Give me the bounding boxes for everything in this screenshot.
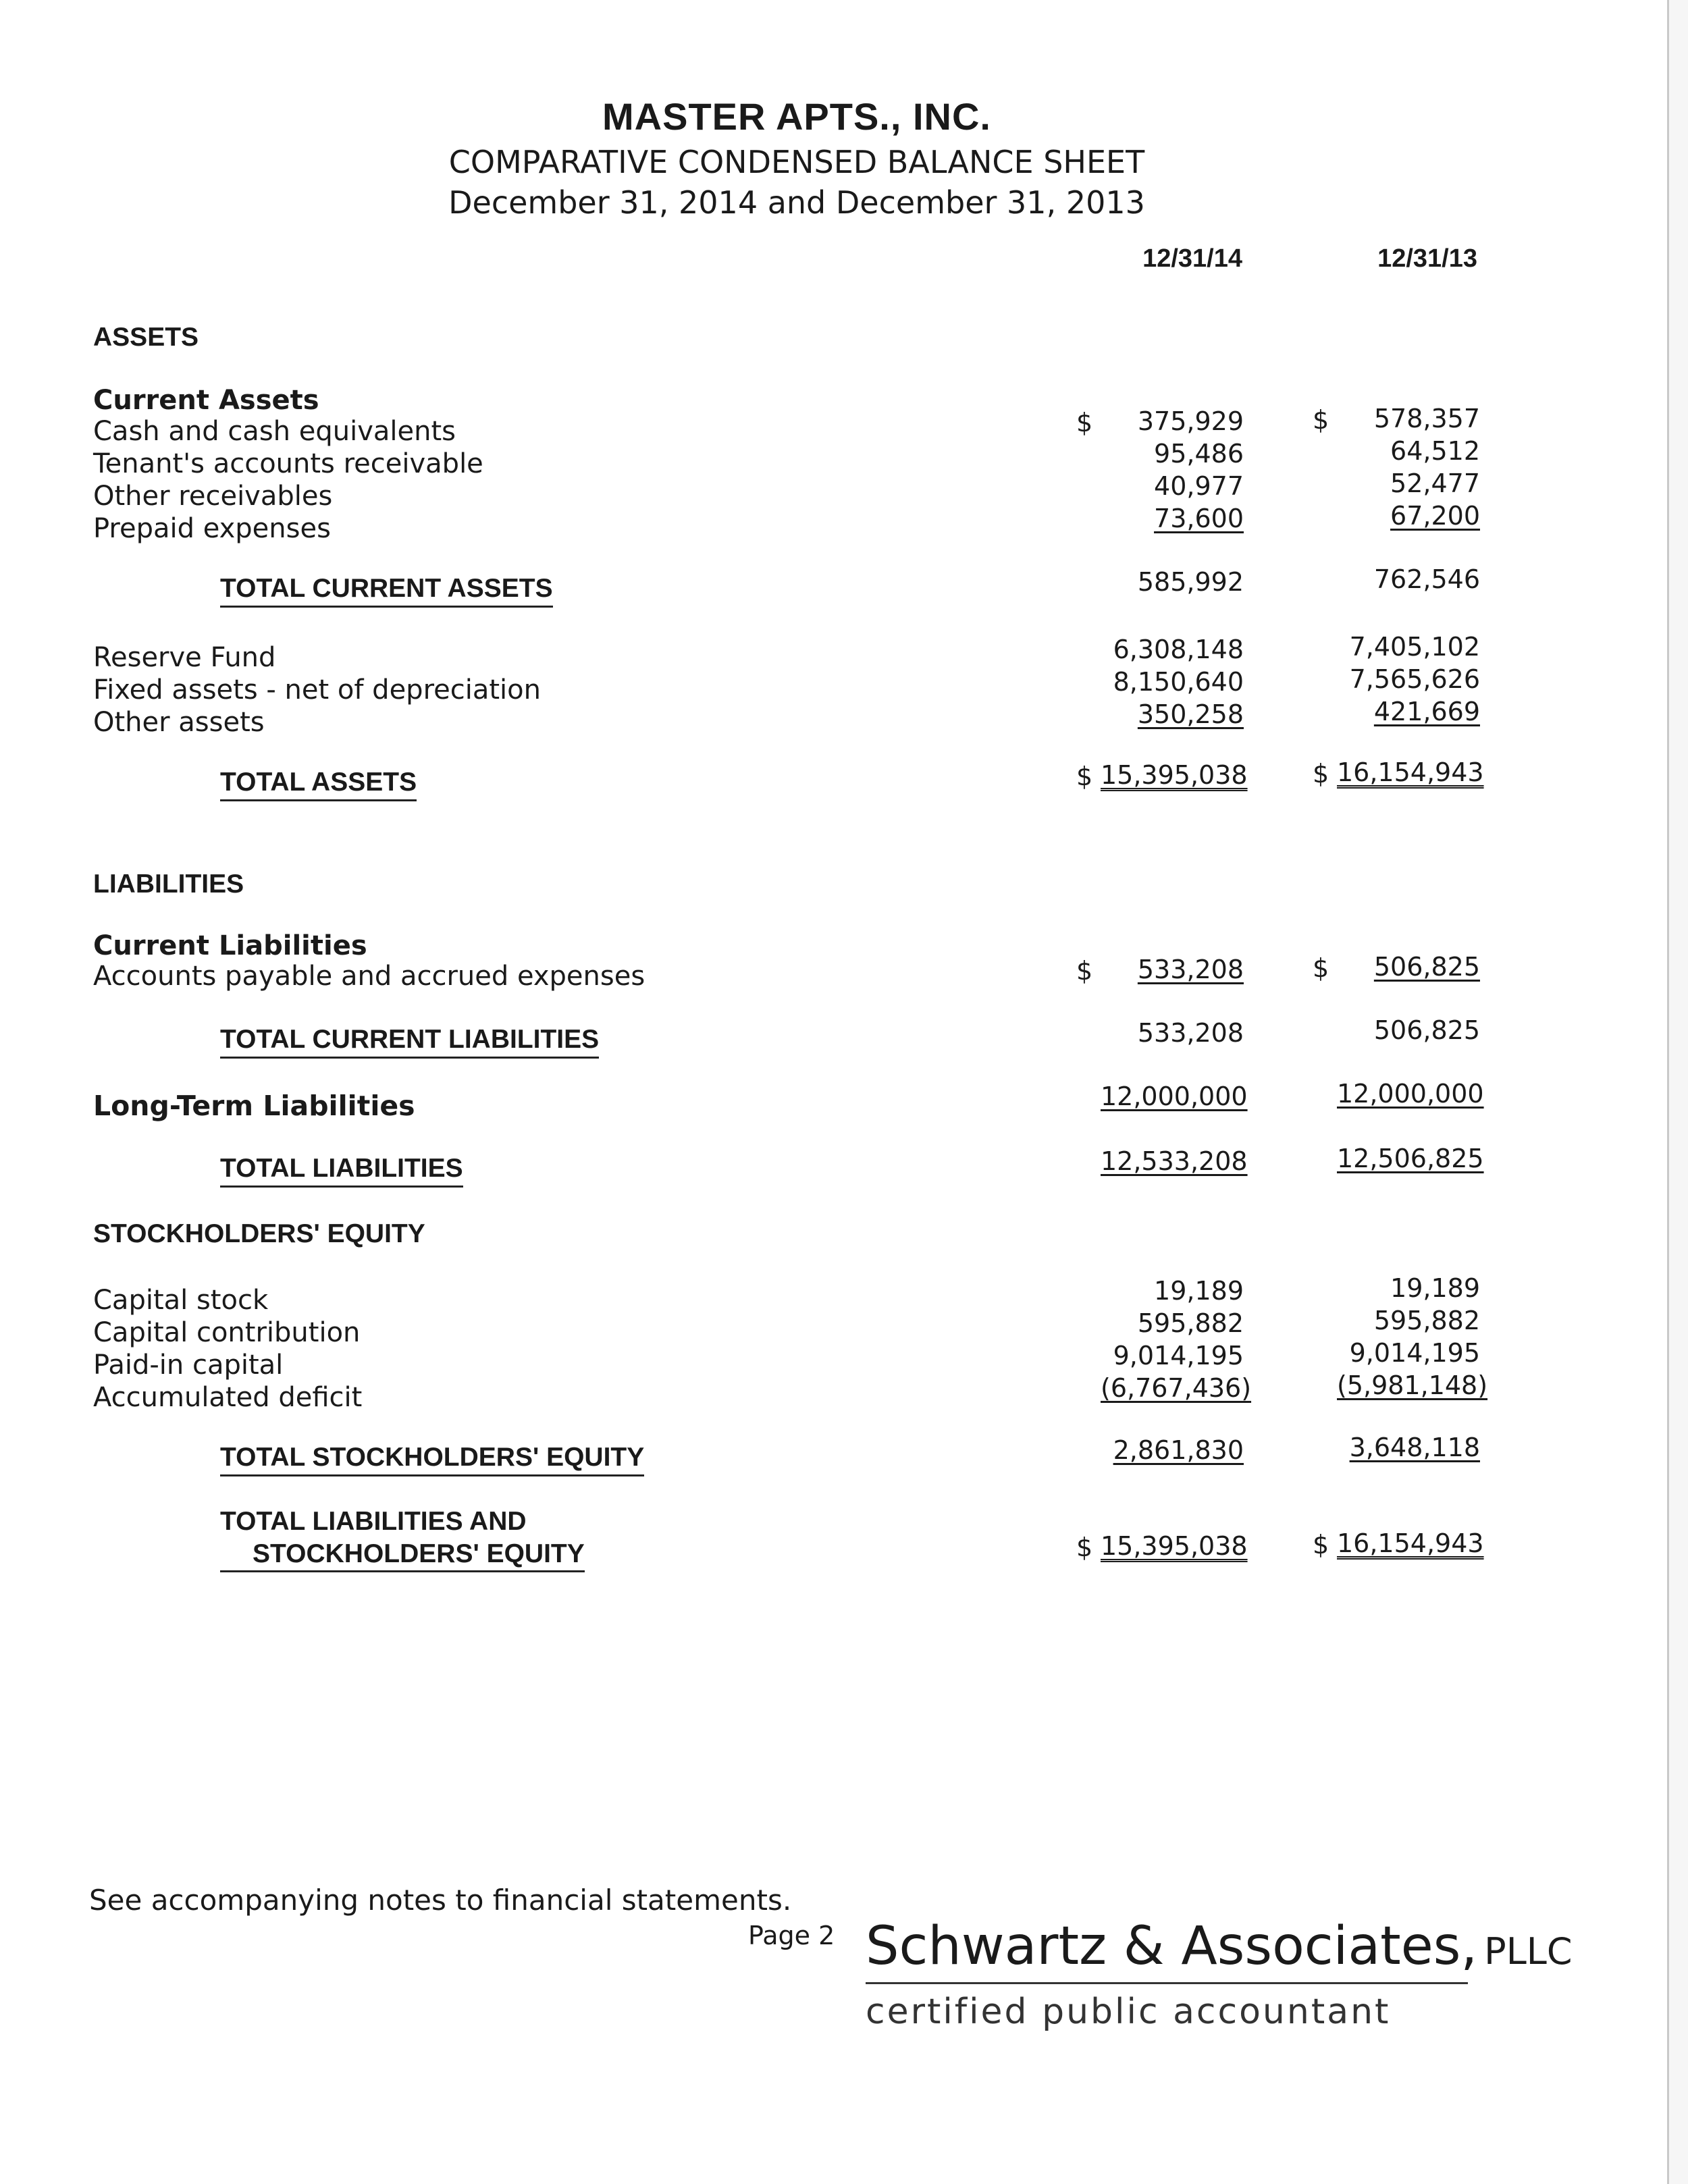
equity-heading: STOCKHOLDERS' EQUITY [93,1219,425,1248]
value-2014: 95,486 [1154,439,1244,469]
long-term-liabilities-2013: 12,000,000 [1337,1079,1484,1109]
currency-symbol: $ [1313,405,1329,435]
total-liabilities-2014: 12,533,208 [1101,1146,1248,1176]
line-item-label: Fixed assets - net of depreciation [93,674,541,705]
line-item-label: Prepaid expenses [93,513,331,544]
assets-heading: ASSETS [93,323,199,352]
value-2014: 19,189 [1154,1276,1244,1306]
line-item-label: Capital contribution [93,1317,361,1348]
currency-symbol: $ [1313,759,1329,789]
currency-symbol: $ [1076,408,1093,437]
value-2013: 9,014,195 [1349,1338,1480,1368]
value-2013: 64,512 [1390,436,1480,466]
firm-suffix: PLLC [1484,1930,1573,1973]
currency-symbol: $ [1313,953,1329,983]
total-current-assets-2014: 585,992 [1137,567,1244,597]
value-2014: (6,767,436) [1101,1373,1252,1403]
grand-total-label-line2: STOCKHOLDERS' EQUITY [220,1538,585,1572]
value-2013: 7,405,102 [1349,632,1480,662]
value-2013: 595,882 [1373,1306,1480,1335]
firm-name [866,1916,1573,1977]
report-title: COMPARATIVE CONDENSED BALANCE SHEET [448,144,1145,180]
grand-total-2013: 16,154,943 [1337,1528,1484,1558]
page-edge [1667,0,1688,2184]
value-2013: 578,357 [1373,404,1480,433]
currency-symbol: $ [1076,1533,1093,1562]
long-term-liabilities-2014: 12,000,000 [1101,1082,1248,1111]
firm-divider [866,1982,1468,1984]
total-assets-2013: 16,154,943 [1337,757,1484,787]
liabilities-heading: LIABILITIES [93,870,244,899]
value-2014: 9,014,195 [1113,1341,1244,1370]
value-2013: 19,189 [1390,1273,1480,1303]
currency-symbol: $ [1313,1530,1329,1560]
value-2013: 67,200 [1390,501,1480,531]
value-2014: 375,929 [1137,406,1244,436]
total-equity-label: TOTAL STOCKHOLDERS' EQUITY [220,1443,644,1476]
total-current-liabilities-2013: 506,825 [1373,1015,1480,1045]
line-item-label: Tenant's accounts receivable [93,448,483,479]
currency-symbol: $ [1076,956,1093,986]
firm-name-text: Schwartz & Associates, [866,1916,1478,1977]
value-2014: 6,308,148 [1113,635,1244,664]
total-equity-2013: 3,648,118 [1349,1433,1480,1462]
value-2013: 7,565,626 [1349,664,1480,694]
total-liabilities-label: TOTAL LIABILITIES [220,1154,463,1188]
total-current-assets-2013: 762,546 [1373,564,1480,594]
total-equity-2014: 2,861,830 [1113,1435,1244,1465]
line-item-label: Reserve Fund [93,642,276,673]
grand-total-label [220,1506,585,1572]
total-assets-label: TOTAL ASSETS [220,768,417,801]
line-item-label: Accumulated deficit [93,1382,363,1413]
column-header-2014: 12/31/14 [1142,244,1242,273]
firm-subtitle: certified public accountant [866,1992,1391,2032]
grand-total-label-line1: TOTAL LIABILITIES AND [220,1507,527,1536]
document-header [0,95,1593,221]
footnote: See accompanying notes to financial statements. [89,1884,792,1917]
currency-symbol: $ [1076,762,1093,791]
total-assets-2014: 15,395,038 [1101,760,1248,790]
total-current-assets-label: TOTAL CURRENT ASSETS [220,574,553,608]
value-2013: (5,981,148) [1337,1370,1488,1400]
line-item-label: Cash and cash equivalents [93,416,456,447]
current-assets-heading: Current Assets [93,385,319,416]
report-period: December 31, 2014 and December 31, 2013 [448,184,1145,221]
value-2014: 533,208 [1137,955,1244,984]
column-header-2013: 12/31/13 [1377,244,1477,273]
value-2014: 40,977 [1154,471,1244,501]
value-2013: 421,669 [1373,697,1480,726]
line-item-label: Other receivables [93,481,333,512]
value-2013: 52,477 [1390,469,1480,498]
total-current-liabilities-2014: 533,208 [1137,1018,1244,1048]
value-2014: 350,258 [1137,699,1244,729]
value-2014: 595,882 [1137,1308,1244,1338]
line-item-label: Other assets [93,707,265,738]
total-current-liabilities-label: TOTAL CURRENT LIABILITIES [220,1025,599,1059]
long-term-liabilities-label: Long-Term Liabilities [93,1090,415,1122]
company-name: MASTER APTS., INC. [602,95,991,138]
page-number: Page 2 [748,1921,835,1950]
line-item-label: Capital stock [93,1285,269,1316]
grand-total-2014: 15,395,038 [1101,1531,1248,1561]
value-2014: 73,600 [1154,504,1244,533]
line-item-label: Paid-in capital [93,1350,284,1381]
current-liabilities-heading: Current Liabilities [93,930,367,961]
value-2014: 8,150,640 [1113,667,1244,697]
value-2013: 506,825 [1373,952,1480,982]
line-item-label: Accounts payable and accrued expenses [93,961,645,992]
total-liabilities-2013: 12,506,825 [1337,1144,1484,1173]
